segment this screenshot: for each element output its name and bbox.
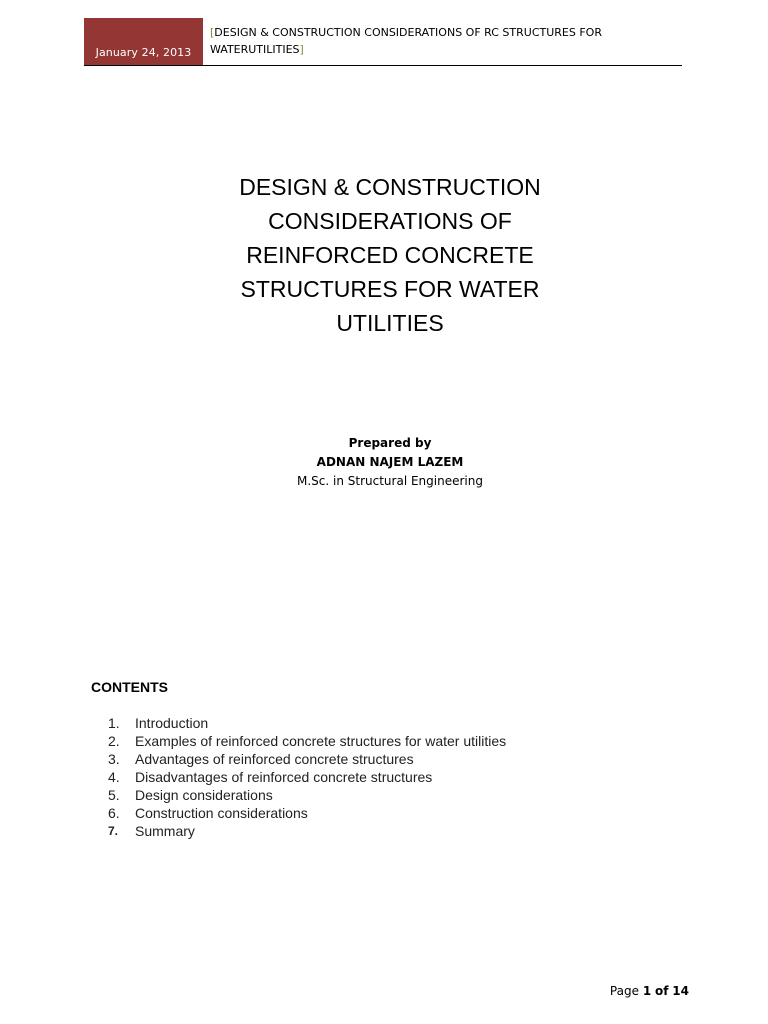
list-item-number: 3. bbox=[108, 751, 120, 767]
header-bracket-close: ] bbox=[299, 43, 304, 56]
list-item bbox=[108, 804, 668, 822]
header-date-box bbox=[84, 18, 203, 65]
header-title-line1: DESIGN & CONSTRUCTION CONSIDERATIONS OF RC STRUCTURES FOR bbox=[214, 26, 602, 39]
header-divider bbox=[84, 65, 682, 66]
list-item-text: Examples of reinforced concrete structures for water utilities bbox=[135, 733, 507, 749]
author-block bbox=[200, 434, 580, 491]
page-footer bbox=[610, 984, 689, 998]
list-item-text: Introduction bbox=[135, 715, 209, 731]
list-item-text: Construction considerations bbox=[135, 805, 308, 821]
total-pages: 14 bbox=[672, 984, 689, 998]
title-line: UTILITIES bbox=[336, 310, 444, 336]
header-title bbox=[210, 24, 680, 58]
of-label: of bbox=[655, 984, 669, 998]
header-bracket-open: [ bbox=[210, 26, 215, 39]
list-item bbox=[108, 750, 668, 768]
list-item-text: Design considerations bbox=[135, 787, 273, 803]
prepared-by-label: Prepared by bbox=[348, 436, 432, 450]
list-item bbox=[108, 768, 668, 786]
contents-heading: CONTENTS bbox=[91, 679, 168, 695]
header-date: January 24, 2013 bbox=[95, 46, 192, 59]
author-name: ADNAN NAJEM LAZEM bbox=[316, 455, 464, 469]
header-title-line2: WATERUTILITIES bbox=[210, 43, 300, 56]
author-qualification: M.Sc. in Structural Engineering bbox=[297, 474, 483, 488]
list-item-text: Summary bbox=[135, 823, 195, 839]
list-item bbox=[108, 822, 668, 840]
list-item-number: 4. bbox=[108, 769, 120, 785]
list-item bbox=[108, 786, 668, 804]
page-number: 1 bbox=[642, 984, 652, 998]
list-item bbox=[108, 732, 668, 750]
list-item-text: Disadvantages of reinforced concrete structures bbox=[135, 769, 433, 785]
list-item-number: 7. bbox=[108, 824, 119, 838]
contents-list bbox=[108, 714, 668, 840]
list-item-number: 1. bbox=[108, 715, 120, 731]
document-title bbox=[170, 170, 610, 340]
list-item bbox=[108, 714, 668, 732]
page-label: Page bbox=[609, 984, 639, 998]
title-line: REINFORCED CONCRETE bbox=[246, 242, 534, 268]
title-line: DESIGN & CONSTRUCTION bbox=[239, 174, 541, 200]
list-item-number: 5. bbox=[108, 787, 120, 803]
title-line: STRUCTURES FOR WATER bbox=[240, 276, 540, 302]
list-item-number: 6. bbox=[108, 805, 120, 821]
list-item-number: 2. bbox=[108, 733, 120, 749]
title-line: CONSIDERATIONS OF bbox=[268, 208, 512, 234]
list-item-text: Advantages of reinforced concrete structures bbox=[135, 751, 414, 767]
